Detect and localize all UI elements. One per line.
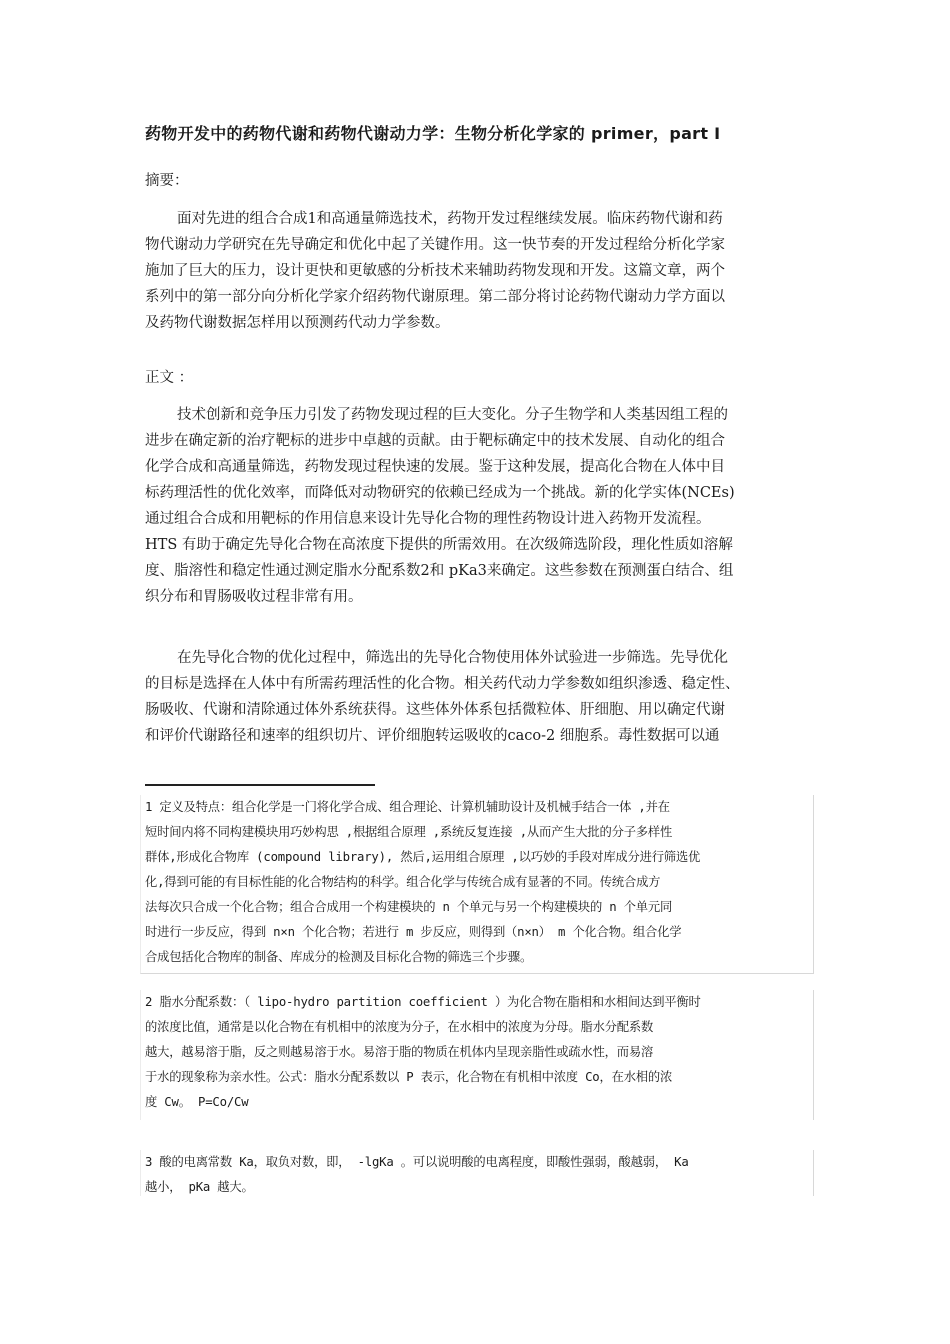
abstract-label: 摘要：: [145, 173, 189, 189]
body-line: 肠吸收、代谢和清除通过体外系统获得。这些体外体系包括微粒体、肝细胞、用以确定代谢: [145, 702, 725, 718]
footnote-line: 1 定义及特点：组合化学是一门将化学合成、组合理论、计算机辅助设计及机械手结合一体 ,并在: [145, 800, 670, 814]
footnote-line: 短时间内将不同构建模块用巧妙构思 ,根据组合原理 ,系统反复连接 ,从而产生大批的分子多样性: [145, 825, 673, 839]
body-paragraph-2: [145, 645, 810, 749]
footnote-separator: [145, 784, 375, 786]
body-line: 技术创新和竞争压力引发了药物发现过程的巨大变化。分子生物学和人类基因组工程的: [177, 407, 728, 423]
footnote-line: 越小， pKa 越大。: [145, 1180, 254, 1194]
footnote-line: 群体,形成化合物库 (compound library), 然后,运用组合原理 ,以巧妙的手段对库成分进行筛选优: [145, 850, 701, 864]
abstract-line: 及药物代谢数据怎样用以预测药代动力学参数。: [145, 315, 450, 331]
footnote-3: [140, 1150, 814, 1196]
body-line: 的目标是选择在人体中有所需药理活性的化合物。相关药代动力学参数如组织渗透、稳定性、: [145, 676, 740, 692]
abstract-line: 面对先进的组合合成1和高通量筛选技术，药物开发过程继续发展。临床药物代谢和药: [177, 211, 723, 227]
abstract-line: 施加了巨大的压力，设计更快和更敏感的分析技术来辅助药物发现和开发。这篇文章，两个: [145, 263, 725, 279]
body-line: 通过组合合成和用靶标的作用信息来设计先导化合物的理性药物设计进入药物开发流程。: [145, 511, 711, 527]
footnote-line: 度 Cw。 P=Co/Cw: [145, 1095, 249, 1109]
abstract-line: 物代谢动力学研究在先导确定和优化中起了关键作用。这一快节奏的开发过程给分析化学家: [145, 237, 725, 253]
footnote-line: 越大，越易溶于脂，反之则越易溶于水。易溶于脂的物质在机体内呈现亲脂性或疏水性，而易溶: [145, 1045, 654, 1059]
body-line: 度、脂溶性和稳定性通过测定脂水分配系数2和 pKa3来确定。这些参数在预测蛋白结合、组: [145, 563, 734, 579]
footnote-line: 于水的现象称为亲水性。公式：脂水分配系数以 P 表示，化合物在有机相中浓度 Co，在水相的浓: [145, 1070, 673, 1084]
footnote-line: 3 酸的电离常数 Ka，取负对数，即， -lgKa 。可以说明酸的电离程度，即酸性强弱，酸越弱， Ka: [145, 1155, 689, 1169]
body-paragraph-1: [145, 402, 810, 610]
body-line: 和评价代谢路径和速率的组织切片、评价细胞转运吸收的caco-2 细胞系。毒性数据可以通: [145, 728, 720, 744]
body-line: 化学合成和高通量筛选，药物发现过程快速的发展。鉴于这种发展，提高化合物在人体中目: [145, 459, 725, 475]
footnote-line: 法每次只合成一个化合物；组合合成用一个构建模块的 n 个单元与另一个构建模块的 n 个单元同: [145, 900, 673, 914]
footnote-2: [140, 990, 814, 1120]
footnote-line: 时进行一步反应，得到 n×n 个化合物；若进行 m 步反应，则得到（n×n） m 个化合物。组合化学: [145, 925, 682, 939]
abstract-line: 系列中的第一部分向分析化学家介绍药物代谢原理。第二部分将讨论药物代谢动力学方面以: [145, 289, 725, 305]
footnote-line: 的浓度比值，通常是以化合物在有机相中的浓度为分子，在水相中的浓度为分母。脂水分配系数: [145, 1020, 654, 1034]
body-line: 进步在确定新的治疗靶标的进步中卓越的贡献。由于靶标确定中的技术发展、自动化的组合: [145, 433, 725, 449]
footnote-1: [140, 795, 814, 974]
footnote-line: 合成包括化合物库的制备、库成分的检测及目标化合物的筛选三个步骤。: [145, 950, 533, 964]
abstract-paragraph: [145, 206, 810, 336]
body-line: 标药理活性的优化效率，而降低对动物研究的依赖已经成为一个挑战。新的化学实体(NCEs): [145, 485, 735, 501]
document-title: 药物开发中的药物代谢和药物代谢动力学：生物分析化学家的 primer，part Ⅰ: [145, 124, 721, 143]
body-label: 正文 ：: [145, 370, 194, 386]
footnote-line: 2 脂水分配系数：（ lipo-hydro partition coefficient ）为化合物在脂相和水相间达到平衡时: [145, 995, 701, 1009]
body-line: HTS 有助于确定先导化合物在高浓度下提供的所需效用。在次级筛选阶段，理化性质如溶解: [145, 537, 733, 553]
footnote-line: 化,得到可能的有目标性能的化合物结构的科学。组合化学与传统合成有显著的不同。传统合成方: [145, 875, 661, 889]
body-line: 在先导化合物的优化过程中，筛选出的先导化合物使用体外试验进一步筛选。先导优化: [177, 650, 728, 666]
body-line: 织分布和胃肠吸收过程非常有用。: [145, 589, 363, 605]
